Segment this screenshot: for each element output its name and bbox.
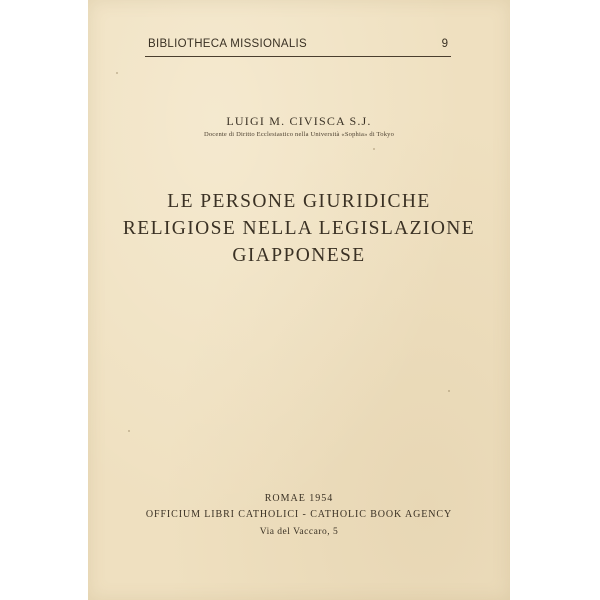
paper-speck <box>116 72 118 74</box>
book-title <box>88 188 510 269</box>
paper-speck <box>448 390 450 392</box>
imprint <box>88 491 510 541</box>
author-name: LUIGI M. CIVISCA S.J. <box>226 114 372 128</box>
series-header <box>148 38 450 56</box>
title-line: GIAPPONESE <box>232 245 366 266</box>
imprint-address: Via del Vaccaro, 5 <box>259 527 339 537</box>
paper-speck <box>373 148 375 150</box>
title-line: RELIGIOSE NELLA LEGISLAZIONE <box>122 218 476 239</box>
header-rule <box>145 56 451 57</box>
imprint-publisher: OFFICIUM LIBRI CATHOLICI - CATHOLIC BOOK AGENCY <box>145 509 453 520</box>
title-line: LE PERSONE GIURIDICHE <box>167 191 431 212</box>
author-affiliation: Docente di Diritto Ecclesiastico nella Università «Sophia» di Tokyo <box>203 131 395 138</box>
paper-speck <box>128 430 130 432</box>
series-number: 9 <box>441 38 448 50</box>
imprint-place-year: ROMAE 1954 <box>264 493 334 504</box>
series-name: BIBLIOTHECA MISSIONALIS <box>148 38 307 50</box>
